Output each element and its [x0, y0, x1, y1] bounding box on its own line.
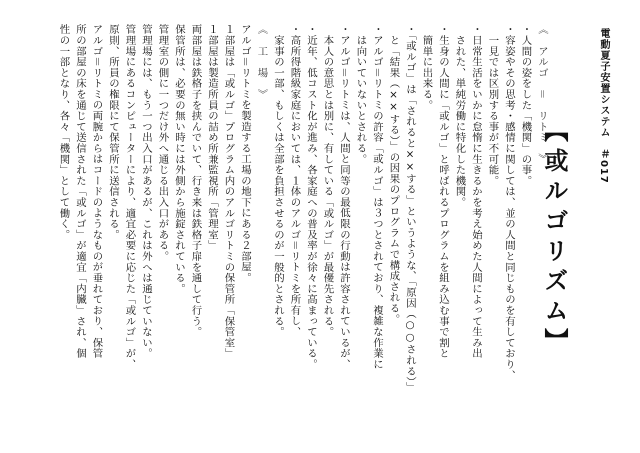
series-label: 電動夏子安置システム ＃017 — [598, 28, 609, 184]
body-line: １部屋は「或ルゴ」プログラム内のアルゴリトミの保管所「保管室」 — [222, 24, 235, 359]
body-line: 管理場には、もう一つ出入口があるが、これは外へは通じていない。 — [140, 24, 152, 359]
body-line: ・アルゴ＝リトミの許容「或ルゴ」は３つとされており、複雑な作業に — [371, 24, 383, 370]
body-text — [55, 24, 550, 434]
body-line: と「結果（××する）」の因果のプログラムで構成される。 — [387, 24, 400, 325]
page-title: 【或ルゴリズム】 — [540, 118, 568, 358]
body-line: ・人間の姿をした「機関」の事。 — [519, 24, 532, 186]
body-line: 一見では区別する事が不可能。 — [486, 24, 499, 186]
body-line: ・アルゴ＝リトミは、人間と同等の最低限の行動は許容されているが、 — [338, 24, 350, 370]
body-line: ・近年、低コスト化が進み、各家庭への普及率が徐々に高まっている。 — [305, 24, 317, 370]
body-line: 両部屋は鉄格子を挟んでいて、行き来は鉄格子扉を通して行う。 — [189, 24, 202, 338]
body-line: 家事の一部、もしくは全部を負担させるのが一般的とされる。 — [272, 24, 284, 338]
body-line: ・日常生活をいかに怠惰に生きるかを考え始めた人間によって生み出 — [470, 24, 482, 359]
body-line: ・高所得階級家庭においては、１体のアルゴ＝リトミを所有し、 — [288, 24, 301, 338]
body-line: アルゴ＝リトミの両腕からはコードのようなものが垂れており、保管 — [90, 24, 103, 359]
body-line: ・容姿やその思考・感情に関しては、並の人間と同じものを有しており、 — [503, 24, 515, 381]
body-line: 原則、所員の権限にて保管所に送信される。 — [107, 24, 119, 240]
section-heading-algo: 《 アルゴ ＝ リトミ 》 — [536, 24, 548, 165]
body-line: 所の部屋の床を通じて送信された「或ルゴ」が適宜「内臓」され、個 — [74, 24, 86, 359]
body-line: ・生身の人間に「或ルゴ」と呼ばれるプログラムを組み込む事で割と — [437, 24, 449, 359]
body-line: ・「或ルゴ」は「されると××する」というような、「原因（○○される）」 — [404, 24, 416, 393]
body-line: アルゴ＝リトミを製造する工場の地下にある２部屋。 — [239, 24, 251, 284]
body-line: 本人の意思とは別に、有している「或ルゴ」が最優先される。 — [321, 24, 334, 338]
body-line: された、単純労働に特化した機関。 — [453, 24, 466, 208]
body-line: 性の一部となり、各々「機関」として働く。 — [57, 24, 70, 240]
body-line: １部屋は製造所員の詰め所兼監視所「管理室」 — [206, 24, 218, 251]
body-line: 簡単に出来る。 — [420, 24, 433, 111]
body-line: 保管所は、必要の無い時には外側から施錠されている。 — [173, 24, 185, 294]
body-line: 管理室の側に一つだけ外へ通じる出入口がある。 — [156, 24, 169, 262]
body-line: 管理場にあるコンピューターにより、適宜必要に応じた「或ルゴ」が、 — [123, 24, 136, 370]
body-line: は向いていないとされる。 — [354, 24, 367, 165]
section-heading-factory: 《 工 場 》 — [255, 24, 268, 100]
